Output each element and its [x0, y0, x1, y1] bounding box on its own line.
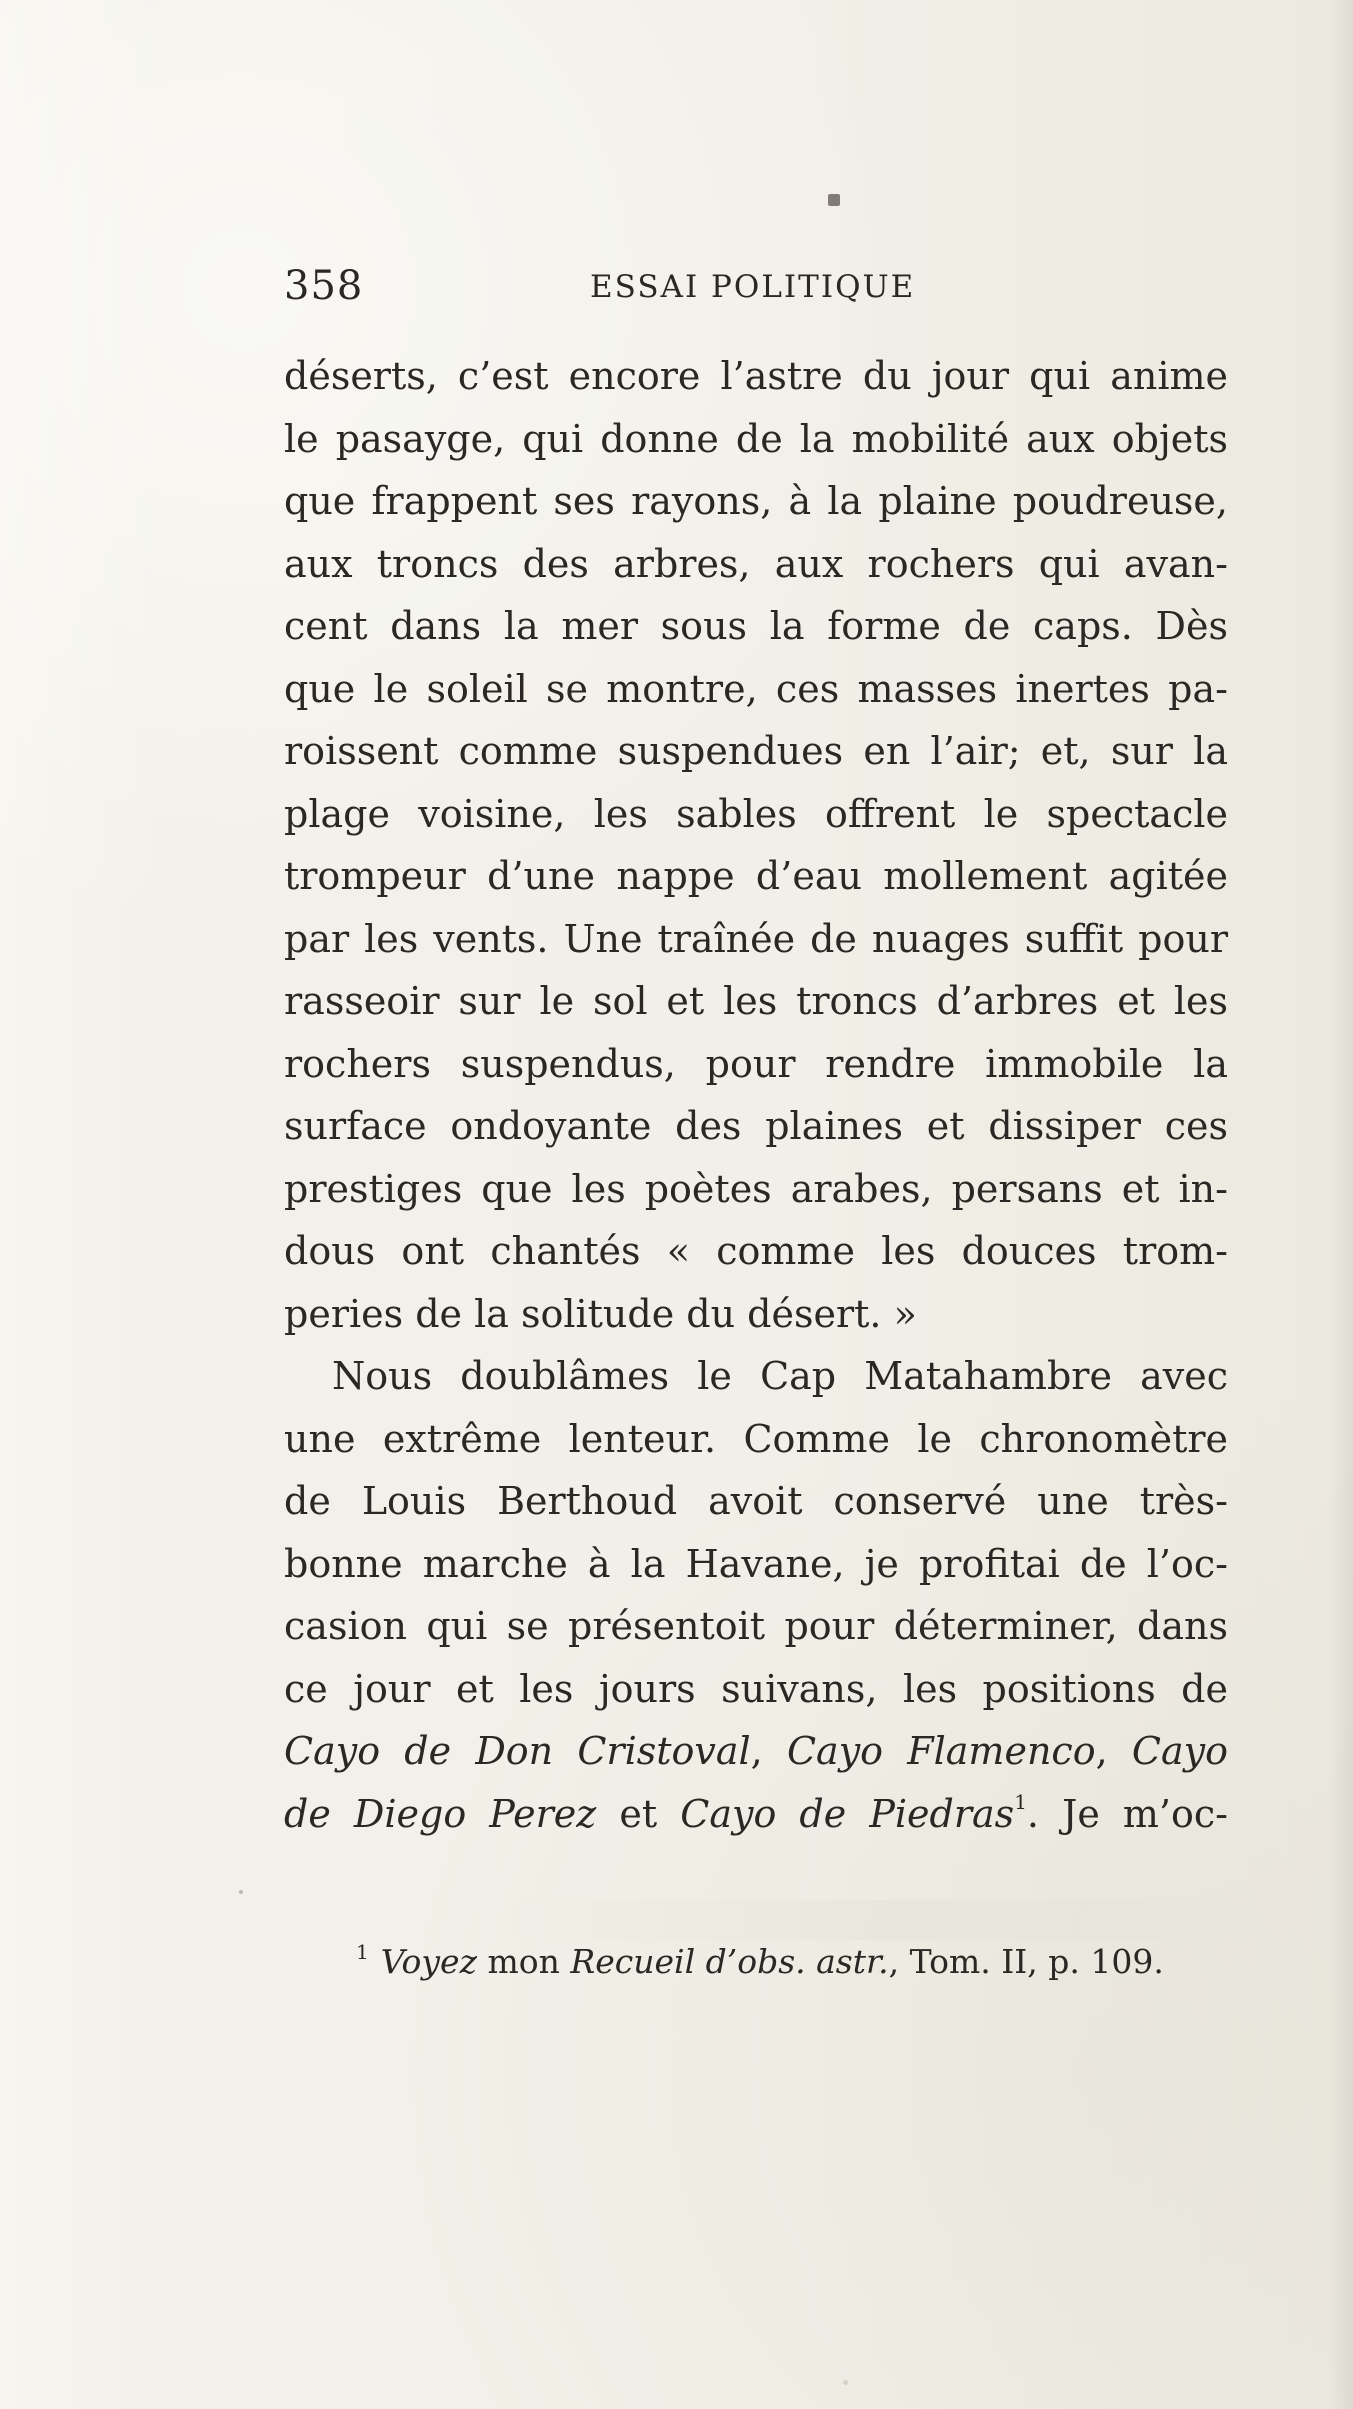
text-line: trompeur d’une nappe d’eau mollement agitée: [284, 854, 1228, 898]
text-line: de Louis Berthoud avoit conservé une très-: [284, 1479, 1228, 1523]
place-name: de Diego Perez: [284, 1791, 597, 1836]
text-line: cent dans la mer sous la forme de caps. Dès: [284, 604, 1228, 648]
text-line: que le soleil se montre, ces masses inertes pa-: [284, 666, 1228, 711]
text-line: casion qui se présentoit pour déterminer, dans: [284, 1604, 1228, 1648]
text-line: par les vents. Une traînée de nuages suffit pour: [284, 916, 1228, 961]
text-line: que frappent ses rayons, à la plaine poudreuse,: [284, 479, 1228, 523]
footnote-text: mon: [476, 1942, 571, 1981]
text-line: bonne marche à la Havane, je profitai de l’oc-: [284, 1541, 1228, 1586]
text-line: surface ondoyante des plaines et dissiper ces: [284, 1104, 1228, 1148]
connector-text: et: [596, 1791, 681, 1836]
page-edge-shadow: [1329, 0, 1353, 2409]
page-header: [284, 260, 1228, 320]
page-number: 358: [284, 263, 364, 309]
place-name: Cayo de Piedras: [680, 1791, 1015, 1836]
running-head: ESSAI POLITIQUE: [590, 269, 916, 305]
footnote-reference: 1: [1014, 1789, 1027, 1814]
bleed-through-shadow: [500, 1900, 1270, 1940]
italic-place-line-with-footnote: [284, 1783, 1228, 1846]
place-name: Cayo: [1131, 1729, 1228, 1773]
comma-separator: ,: [750, 1729, 787, 1773]
continuation-text: . Je m’oc-: [1026, 1791, 1229, 1836]
text-line: dous ont chantés « comme les douces trom-: [284, 1229, 1228, 1273]
italic-place-line: [284, 1720, 1228, 1783]
text-line: plage voisine, les sables offrent le spectacle: [284, 791, 1228, 836]
footnote-lead: Voyez: [380, 1942, 477, 1981]
main-text: [284, 345, 1228, 1845]
top-ink-mark: [828, 194, 840, 206]
bottom-ink-speck: [843, 2380, 848, 2385]
footnote-mark: 1: [356, 1940, 369, 1964]
paragraph-start-line: Nous doublâmes le Cap Matahambre avec: [332, 1354, 1228, 1398]
footnote: [356, 1940, 1216, 1982]
left-ink-speck: [239, 1890, 243, 1894]
footnote-citation: , Tom. II, p. 109.: [888, 1942, 1164, 1981]
text-line: une extrême lenteur. Comme le chronomètre: [284, 1416, 1228, 1461]
text-line: prestiges que les poètes arabes, persans et in-: [284, 1166, 1228, 1211]
text-line: ce jour et les jours suivans, les positions de: [284, 1666, 1228, 1711]
text-line: le pasayge, qui donne de la mobilité aux objets: [284, 416, 1228, 461]
comma-separator: ,: [1095, 1729, 1132, 1773]
text-line: rasseoir sur le sol et les troncs d’arbres et les: [284, 979, 1228, 1023]
text-line: déserts, c’est encore l’astre du jour qui anime: [284, 354, 1228, 398]
text-line: peries de la solitude du désert. »: [284, 1291, 917, 1336]
place-name: Cayo de Don Cristoval: [284, 1729, 751, 1773]
place-name: Cayo Flamenco: [786, 1729, 1096, 1773]
text-line: rochers suspendus, pour rendre immobile la: [284, 1041, 1228, 1086]
footnote-title: Recueil d’obs. astr.: [570, 1942, 889, 1981]
text-line: roissent comme suspendues en l’air; et, sur la: [284, 729, 1228, 773]
text-line: aux troncs des arbres, aux rochers qui avan-: [284, 541, 1228, 586]
